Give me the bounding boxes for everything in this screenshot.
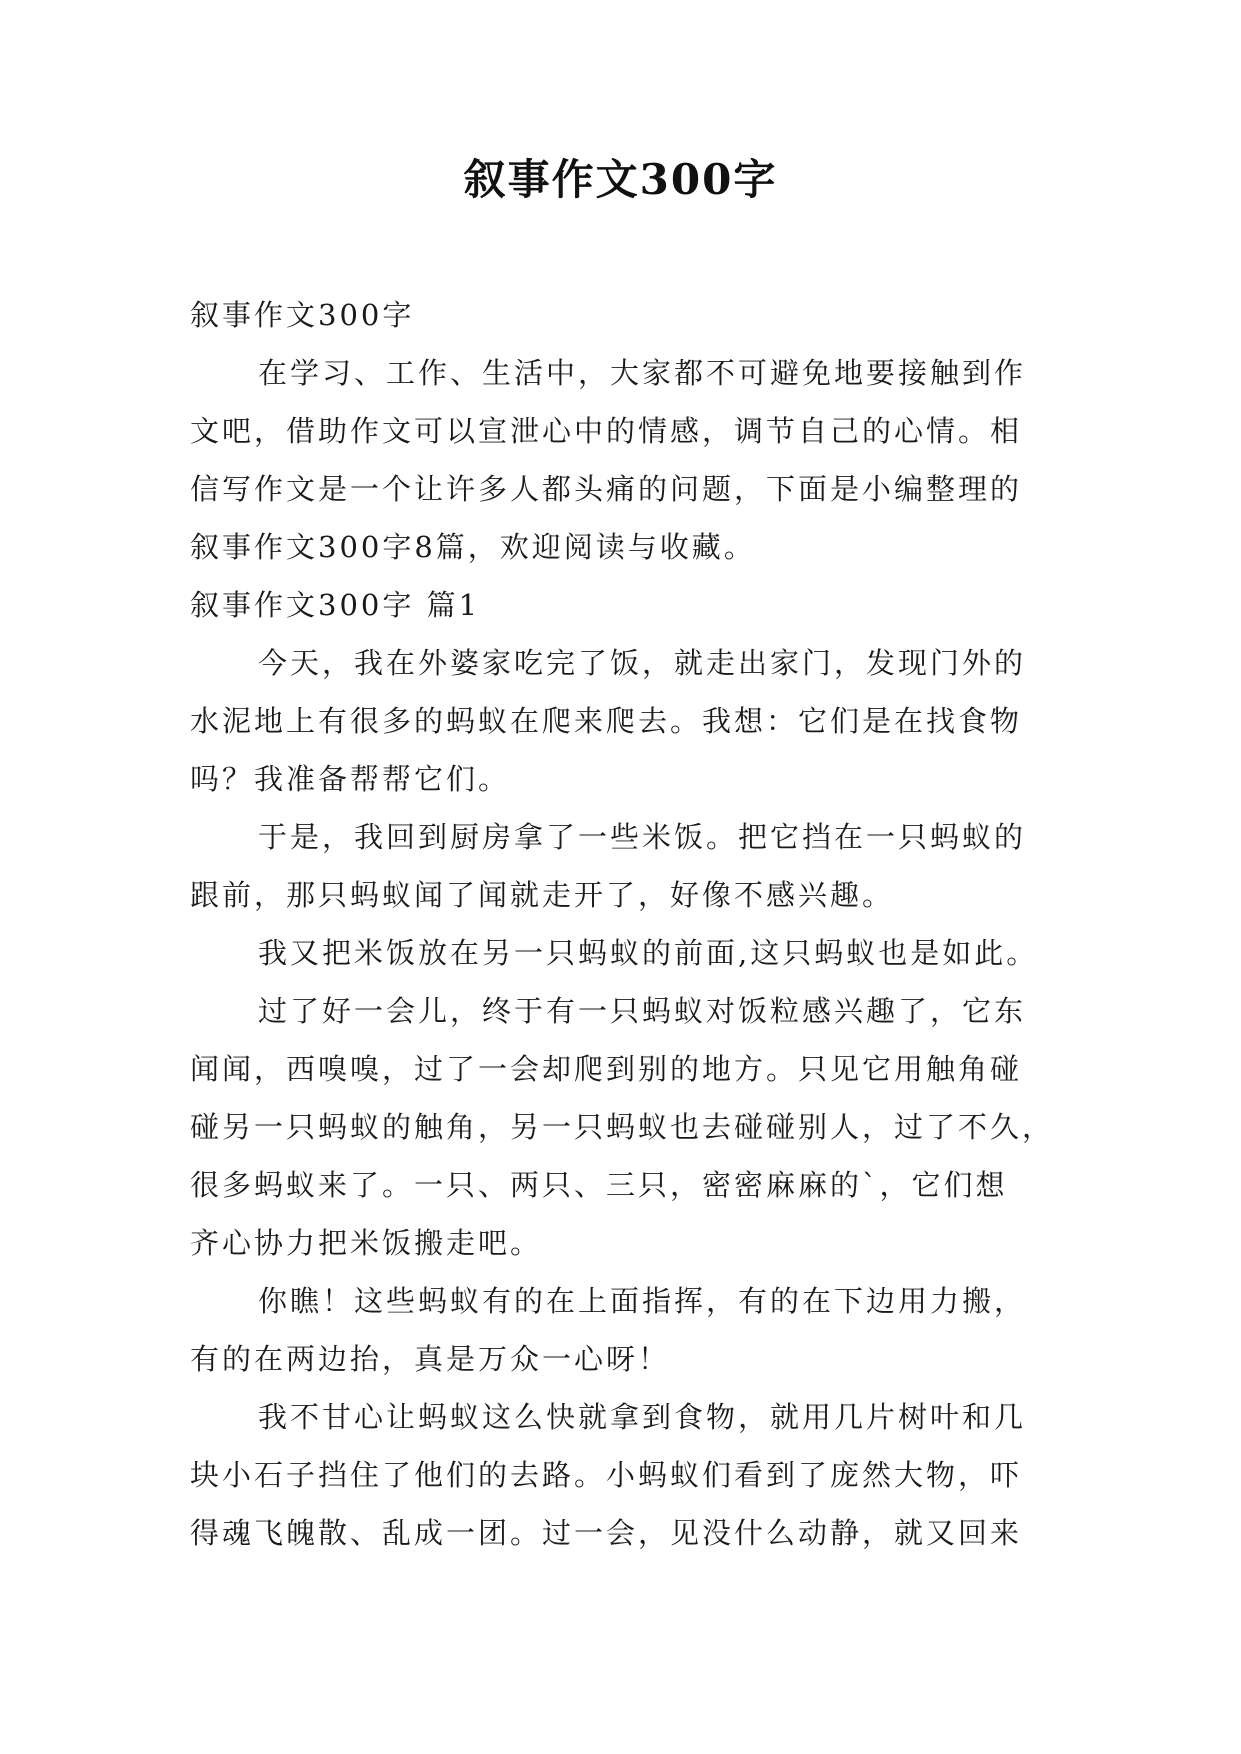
paragraph-line: 我不甘心让蚂蚁这么快就拿到食物，就用几片树叶和几 [258, 1400, 1027, 1434]
paragraph-line: 块小石子挡住了他们的去路。小蚂蚁们看到了庞然大物，吓 [190, 1458, 1023, 1492]
paragraph-line: 跟前，那只蚂蚁闻了闻就走开了，好像不感兴趣。 [190, 878, 895, 912]
paragraph-line: 在学习、工作、生活中，大家都不可避免地要接触到作 [258, 356, 1027, 390]
paragraph-line: 吗？我准备帮帮它们。 [190, 762, 511, 796]
paragraph-line: 叙事作文300字8篇，欢迎阅读与收藏。 [190, 530, 756, 564]
document-title: 叙事作文300字 [463, 155, 778, 204]
paragraph-line: 水泥地上有很多的蚂蚁在爬来爬去。我想：它们是在找食物 [190, 704, 1023, 738]
section-heading: 叙事作文300字 篇1 [190, 588, 481, 622]
paragraph-line: 信写作文是一个让许多人都头痛的问题，下面是小编整理的 [190, 472, 1023, 506]
paragraph-line: 很多蚂蚁来了。一只、两只、三只，密密麻麻的`，它们想 [190, 1168, 1008, 1202]
paragraph-line: 于是，我回到厨房拿了一些米饭。把它挡在一只蚂蚁的 [258, 820, 1027, 854]
paragraph-line: 齐心协力把米饭搬走吧。 [190, 1226, 543, 1260]
paragraph-line: 你瞧！这些蚂蚁有的在上面指挥，有的在下边用力搬， [258, 1284, 1027, 1318]
paragraph-line: 过了好一会儿，终于有一只蚂蚁对饭粒感兴趣了，它东 [258, 994, 1027, 1028]
paragraph-line: 文吧，借助作文可以宣泄心中的情感，调节自己的心情。相 [190, 414, 1023, 448]
paragraph-line: 我又把米饭放在另一只蚂蚁的前面,这只蚂蚁也是如此。 [258, 936, 1039, 970]
paragraph-line: 有的在两边抬，真是万众一心呀！ [190, 1342, 671, 1376]
document-body [190, 286, 1060, 1562]
section-heading: 叙事作文300字 [190, 298, 415, 332]
paragraph-line: 闻闻，西嗅嗅，过了一会却爬到别的地方。只见它用触角碰 [190, 1052, 1023, 1086]
paragraph-line: 今天，我在外婆家吃完了饭，就走出家门，发现门外的 [258, 646, 1027, 680]
paragraph-line: 碰另一只蚂蚁的触角，另一只蚂蚁也去碰碰别人，过了不久， [190, 1110, 1055, 1144]
paragraph-line: 得魂飞魄散、乱成一团。过一会，见没什么动静，就又回来 [190, 1516, 1023, 1550]
